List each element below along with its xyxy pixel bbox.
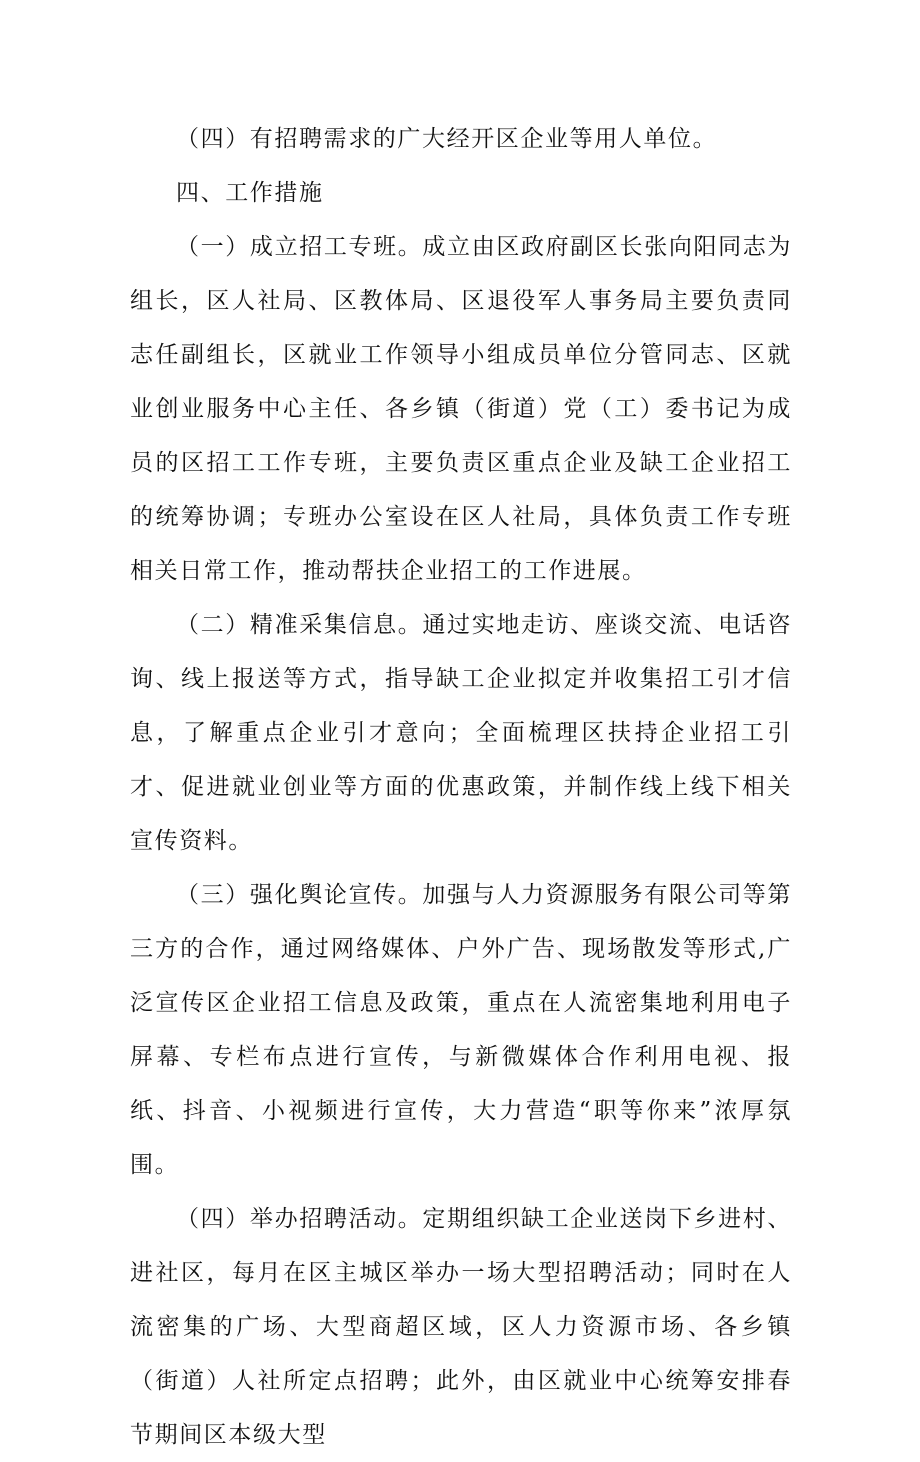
paragraph-publicity: （三）强化舆论宣传。加强与人力资源服务有限公司等第三方的合作，通过网络媒体、户外广告、现场散发等形式,广泛宣传区企业招工信息及政策，重点在人流密集地利用电子屏幕、专栏布点进行宣传，与新微媒体合作利用电视、报纸、抖音、小视频进行宣传，大力营造“职等你来”浓厚氛围。 [130, 882, 792, 1178]
section-heading-work-measures: 四、工作措施 [176, 180, 324, 206]
paragraph-recruitment-task-force: （一）成立招工专班。成立由区政府副区长张向阳同志为组长，区人社局、区教体局、区退役军人事务局主要负责同志任副组长，区就业工作领导小组成员单位分管同志、区就业创业服务中心主任、各乡镇（街道）党（工）委书记为成员的区招工工作专班，主要负责区重点企业及缺工企业招工的统筹协调；专班办公室设在区人社局，具体负责工作专班相关日常工作，推动帮扶企业招工的工作进展。 [130, 234, 792, 584]
document-body [130, 112, 792, 1462]
paragraph-target-units: （四）有招聘需求的广大经开区企业等用人单位。 [176, 126, 718, 152]
paragraph-information-collection: （二）精准采集信息。通过实地走访、座谈交流、电话咨询、线上报送等方式，指导缺工企业拟定并收集招工引才信息，了解重点企业引才意向；全面梳理区扶持企业招工引才、促进就业创业等方面的优惠政策，并制作线上线下相关宣传资料。 [130, 612, 792, 854]
paragraph-recruitment-events: （四）举办招聘活动。定期组织缺工企业送岗下乡进村、进社区，每月在区主城区举办一场大型招聘活动；同时在人流密集的广场、大型商超区域，区人力资源市场、各乡镇（街道）人社所定点招聘；此外，由区就业中心统筹安排春节期间区本级大型 [130, 1206, 792, 1448]
